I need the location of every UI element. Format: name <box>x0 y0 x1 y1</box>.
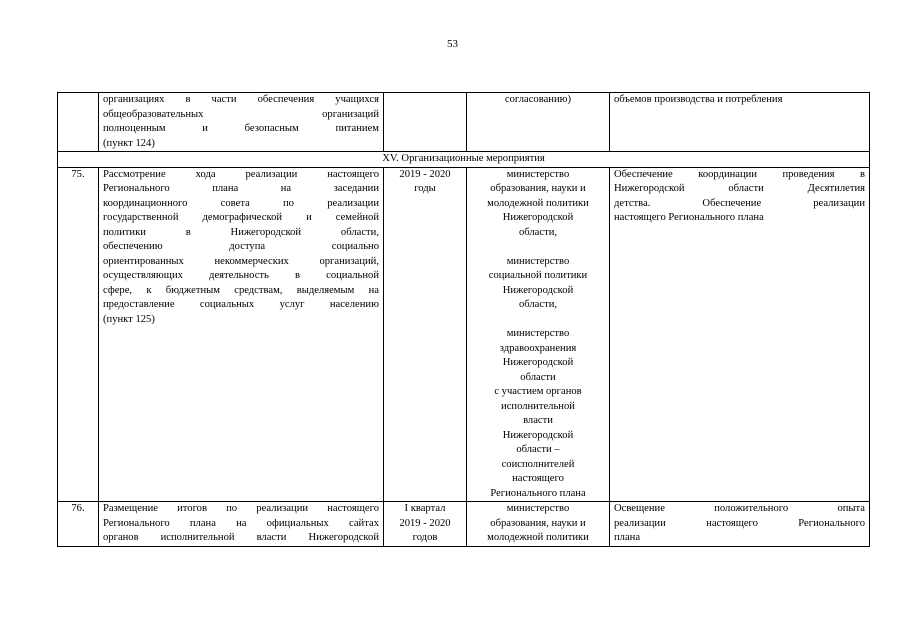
description-line: осуществляющих деятельность в социальной <box>103 270 379 281</box>
row-description-cell <box>99 93 384 152</box>
executor-line: образования, науки и <box>490 183 586 194</box>
executor-line: Нижегородской <box>502 357 574 368</box>
executor-line: области, <box>518 226 558 238</box>
executor-line: министерство <box>506 328 570 339</box>
executor-line: Нижегородской <box>502 284 574 296</box>
description-line: Регионального плана на официальных сайтах <box>103 517 379 529</box>
result-line: Освещение положительного опыта <box>614 503 865 514</box>
executor-line: Нижегородской <box>502 429 574 441</box>
executor-line: области – <box>516 444 560 455</box>
executor-line: согласованию) <box>504 94 572 105</box>
executor-line: молодежной политики <box>487 197 589 209</box>
table-row <box>58 167 870 502</box>
result-line: плана <box>614 532 641 543</box>
description-line: сфере, к бюджетным средствам, выделяемым на <box>103 284 379 296</box>
description-line: Размещение итогов по реализации настоящего <box>103 503 379 514</box>
plan-table <box>57 92 870 547</box>
result-line: объемов производства и потребления <box>614 94 783 105</box>
row-term-cell <box>384 93 467 152</box>
description-line: Регионального плана на заседании <box>103 183 379 194</box>
executor-line: исполнительной <box>501 400 575 412</box>
executor-line: образования, науки и <box>490 517 586 529</box>
executor-line: области, <box>518 299 558 310</box>
section-title: XV. Организационные мероприятия <box>58 152 870 168</box>
executor-line: соисполнителей <box>501 458 575 470</box>
executor-line: настоящего <box>512 473 564 484</box>
row-result-cell <box>610 167 870 502</box>
executor-line: власти <box>523 415 553 426</box>
term-line: 2019 - 2020 <box>399 168 451 180</box>
description-line: политики в Нижегородской области, <box>103 226 379 238</box>
row-executor-cell <box>467 502 610 547</box>
row-number: 75. <box>58 167 99 502</box>
row-result-cell <box>610 502 870 547</box>
row-term-cell <box>384 167 467 502</box>
executor-spacer <box>471 240 605 255</box>
row-term-cell <box>384 502 467 547</box>
executor-line: с участием органов <box>494 386 582 397</box>
description-line: Рассмотрение хода реализации настоящего <box>103 168 379 180</box>
description-line: государственной демографической и семейной <box>103 212 379 223</box>
executor-line: министерство <box>506 255 570 267</box>
table-row <box>58 502 870 547</box>
row-executor-cell <box>467 93 610 152</box>
description-line: организациях в части обеспечения учащихся <box>103 94 379 105</box>
row-result-cell <box>610 93 870 152</box>
term-line: годов <box>412 532 438 543</box>
result-line: детства. Обеспечение реализации <box>614 197 865 209</box>
executor-line: социальной политики <box>488 270 588 281</box>
description-line: предоставление социальных услуг населению <box>103 299 379 310</box>
description-line: общеобразовательных организаций <box>103 108 379 120</box>
row-number-cell <box>58 93 99 152</box>
result-line: настоящего Регионального плана <box>614 212 764 223</box>
description-line: обеспечению доступа социально <box>103 241 379 252</box>
result-line: Нижегородской области Десятилетия <box>614 183 865 194</box>
description-line: органов исполнительной власти Нижегородской <box>103 532 379 543</box>
description-line: координационного совета по реализации <box>103 197 379 209</box>
executor-line: молодежной политики <box>487 532 589 543</box>
executor-line: области <box>520 371 556 383</box>
page-number: 53 <box>447 38 458 50</box>
table-row-continuation <box>58 93 870 152</box>
section-header-row <box>58 152 870 168</box>
executor-line: министерство <box>506 503 570 514</box>
description-line: ориентированных некоммерческих организаций, <box>103 255 379 267</box>
executor-spacer <box>471 313 605 328</box>
term-line: годы <box>414 183 436 194</box>
term-line: 2019 - 2020 <box>399 517 451 529</box>
executor-line: министерство <box>506 168 570 180</box>
row-number: 76. <box>58 502 99 547</box>
executor-line: Регионального плана <box>490 487 586 499</box>
result-line: реализации настоящего Регионального <box>614 517 865 529</box>
result-line: Обеспечение координации проведения в <box>614 168 865 180</box>
description-line: (пункт 125) <box>103 313 155 325</box>
term-line: I квартал <box>404 503 446 514</box>
description-line: полноценным и безопасным питанием <box>103 123 379 134</box>
row-description-cell <box>99 502 384 547</box>
row-executor-cell <box>467 167 610 502</box>
row-description-cell <box>99 167 384 502</box>
description-line: (пункт 124) <box>103 137 155 149</box>
executor-line: Нижегородской <box>502 212 574 223</box>
executor-line: здравоохранения <box>499 342 577 354</box>
